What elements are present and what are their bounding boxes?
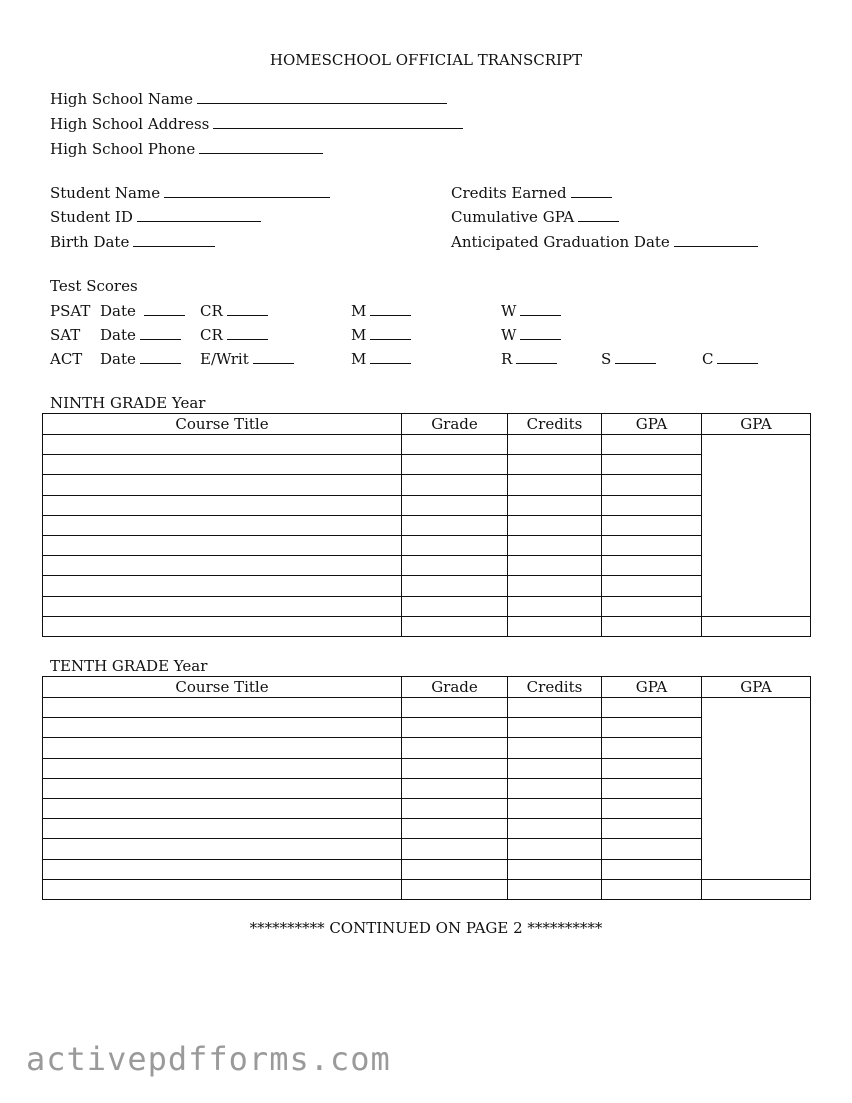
grade-cell[interactable] (402, 698, 508, 718)
student-name-label: Student Name (50, 184, 161, 202)
grade-cell[interactable] (402, 455, 508, 475)
col-credits: Credits (508, 677, 602, 698)
school-phone-line[interactable] (199, 152, 323, 154)
table-row (43, 616, 811, 636)
grade-cell[interactable] (402, 798, 508, 818)
table-row (43, 778, 811, 798)
table-row (43, 698, 811, 718)
col-course-title: Course Title (43, 677, 402, 698)
gpa-total-cell[interactable] (702, 798, 811, 818)
act-label: ACT (50, 350, 83, 368)
sat-date-label: Date (100, 326, 136, 344)
grade-cell[interactable] (402, 495, 508, 515)
col-gpa: GPA (602, 414, 702, 435)
course-title-cell[interactable] (43, 596, 402, 616)
act-date-label: Date (100, 350, 136, 368)
gpa-cell[interactable] (602, 535, 702, 555)
course-title-cell[interactable] (43, 576, 402, 596)
tenth-grade-label: TENTH GRADE Year (50, 657, 208, 675)
grade-cell[interactable] (402, 859, 508, 879)
gpa-cell[interactable] (602, 576, 702, 596)
act-date-field[interactable] (100, 350, 181, 368)
credits-cell[interactable] (508, 515, 602, 535)
grade-cell[interactable] (402, 879, 508, 899)
table-row (43, 859, 811, 879)
table-row (43, 596, 811, 616)
cumulative-gpa-field[interactable] (451, 208, 619, 226)
gpa-total-cell[interactable] (702, 435, 811, 455)
gpa-total-cell[interactable] (702, 556, 811, 576)
gpa-total-cell[interactable] (702, 576, 811, 596)
gpa-cell[interactable] (602, 495, 702, 515)
psat-m-label: M (351, 302, 367, 320)
sat-m-field[interactable] (351, 326, 411, 344)
course-title-cell[interactable] (43, 778, 402, 798)
course-title-cell[interactable] (43, 738, 402, 758)
student-name-line[interactable] (164, 196, 330, 198)
credits-cell[interactable] (508, 455, 602, 475)
credits-cell[interactable] (508, 475, 602, 495)
psat-w-line[interactable] (520, 314, 561, 316)
credits-cell[interactable] (508, 495, 602, 515)
birth-date-field[interactable] (50, 233, 215, 251)
gpa-total-cell[interactable] (702, 758, 811, 778)
gpa-cell[interactable] (602, 758, 702, 778)
gpa-cell[interactable] (602, 698, 702, 718)
act-m-line[interactable] (370, 362, 411, 364)
credits-cell[interactable] (508, 718, 602, 738)
grade-cell[interactable] (402, 778, 508, 798)
gpa-total-cell[interactable] (702, 515, 811, 535)
school-phone-label: High School Phone (50, 140, 196, 158)
act-c-label: C (702, 350, 714, 368)
continued-note: ********** CONTINUED ON PAGE 2 ********** (249, 919, 603, 937)
table-row (43, 475, 811, 495)
col-grade: Grade (402, 414, 508, 435)
psat-m-field[interactable] (351, 302, 411, 320)
table-header-row (43, 414, 811, 435)
gpa-cell[interactable] (602, 859, 702, 879)
col-gpa-total: GPA (702, 677, 811, 698)
grade-cell[interactable] (402, 556, 508, 576)
gpa-cell[interactable] (602, 515, 702, 535)
course-title-cell[interactable] (43, 515, 402, 535)
grade-cell[interactable] (402, 475, 508, 495)
grade-cell[interactable] (402, 435, 508, 455)
credits-cell[interactable] (508, 738, 602, 758)
school-address-field[interactable] (50, 115, 463, 133)
act-r-field[interactable] (501, 350, 557, 368)
sat-date-line[interactable] (140, 338, 181, 340)
sat-cr-line[interactable] (227, 338, 268, 340)
col-gpa-total: GPA (702, 414, 811, 435)
credits-cell[interactable] (508, 798, 602, 818)
course-title-cell[interactable] (43, 698, 402, 718)
gpa-cell[interactable] (602, 556, 702, 576)
psat-label: PSAT (50, 302, 91, 320)
course-title-cell[interactable] (43, 535, 402, 555)
school-name-line[interactable] (197, 102, 447, 104)
act-r-line[interactable] (516, 362, 557, 364)
gpa-cell[interactable] (602, 839, 702, 859)
credits-cell[interactable] (508, 435, 602, 455)
sat-w-field[interactable] (501, 326, 561, 344)
table-row (43, 879, 811, 899)
grade-cell[interactable] (402, 596, 508, 616)
gpa-cell[interactable] (602, 616, 702, 636)
credits-cell[interactable] (508, 576, 602, 596)
student-id-line[interactable] (137, 220, 261, 222)
act-ewrit-field[interactable] (200, 350, 294, 368)
col-course-title: Course Title (43, 414, 402, 435)
ninth-grade-label: NINTH GRADE Year (50, 394, 206, 412)
table-row (43, 535, 811, 555)
credits-cell[interactable] (508, 596, 602, 616)
cumulative-gpa-line[interactable] (578, 220, 619, 222)
course-title-cell[interactable] (43, 616, 402, 636)
table-row (43, 718, 811, 738)
gpa-cell[interactable] (602, 718, 702, 738)
table-header-row (43, 677, 811, 698)
sat-cr-label: CR (200, 326, 223, 344)
sat-label: SAT (50, 326, 81, 344)
gpa-total-cell[interactable] (702, 455, 811, 475)
cumulative-gpa-label: Cumulative GPA (451, 208, 575, 226)
credits-earned-line[interactable] (571, 196, 612, 198)
course-title-cell[interactable] (43, 556, 402, 576)
gpa-cell[interactable] (602, 819, 702, 839)
course-title-cell[interactable] (43, 495, 402, 515)
psat-cr-field[interactable] (200, 302, 268, 320)
psat-cr-line[interactable] (227, 314, 268, 316)
table-row (43, 515, 811, 535)
gpa-total-cell[interactable] (702, 718, 811, 738)
psat-cr-label: CR (200, 302, 223, 320)
credits-cell[interactable] (508, 698, 602, 718)
grade-cell[interactable] (402, 758, 508, 778)
course-title-cell[interactable] (43, 718, 402, 738)
gpa-cell[interactable] (602, 435, 702, 455)
gpa-total-cell[interactable] (702, 778, 811, 798)
sat-m-line[interactable] (370, 338, 411, 340)
gpa-total-cell[interactable] (702, 859, 811, 879)
psat-date-label: Date (100, 302, 136, 320)
sat-w-line[interactable] (520, 338, 561, 340)
course-title-cell[interactable] (43, 839, 402, 859)
sat-date-field[interactable] (100, 326, 181, 344)
graduation-date-label: Anticipated Graduation Date (451, 233, 670, 251)
act-r-label: R (501, 350, 513, 368)
table-row (43, 455, 811, 475)
grade-cell[interactable] (402, 576, 508, 596)
ninth-grade-table (42, 413, 811, 637)
sat-m-label: M (351, 326, 367, 344)
gpa-total-cell[interactable] (702, 738, 811, 758)
act-m-label: M (351, 350, 367, 368)
credits-cell[interactable] (508, 839, 602, 859)
school-name-label: High School Name (50, 90, 194, 108)
gpa-cell[interactable] (602, 879, 702, 899)
gpa-total-cell[interactable] (702, 596, 811, 616)
table-row (43, 576, 811, 596)
credits-cell[interactable] (508, 535, 602, 555)
gpa-cell[interactable] (602, 455, 702, 475)
sat-w-label: W (501, 326, 517, 344)
table-row (43, 798, 811, 818)
gpa-cell[interactable] (602, 738, 702, 758)
credits-cell[interactable] (508, 616, 602, 636)
act-m-field[interactable] (351, 350, 411, 368)
school-phone-field[interactable] (50, 140, 323, 158)
graduation-date-field[interactable] (451, 233, 758, 251)
col-gpa: GPA (602, 677, 702, 698)
graduation-date-line[interactable] (674, 245, 758, 247)
act-c-line[interactable] (717, 362, 758, 364)
gpa-cell[interactable] (602, 596, 702, 616)
table-row (43, 819, 811, 839)
credits-cell[interactable] (508, 758, 602, 778)
table-row (43, 556, 811, 576)
credits-cell[interactable] (508, 859, 602, 879)
act-s-label: S (601, 350, 612, 368)
course-title-cell[interactable] (43, 758, 402, 778)
course-title-cell[interactable] (43, 475, 402, 495)
grade-cell[interactable] (402, 515, 508, 535)
grade-cell[interactable] (402, 616, 508, 636)
act-ewrit-label: E/Writ (200, 350, 249, 368)
table-row (43, 738, 811, 758)
school-address-label: High School Address (50, 115, 210, 133)
psat-m-line[interactable] (370, 314, 411, 316)
course-title-cell[interactable] (43, 798, 402, 818)
credits-earned-field[interactable] (451, 184, 612, 202)
birth-date-line[interactable] (133, 245, 215, 247)
school-address-line[interactable] (213, 127, 463, 129)
gpa-total-cell[interactable] (702, 819, 811, 839)
psat-date-field[interactable] (100, 302, 185, 320)
grade-cell[interactable] (402, 535, 508, 555)
gpa-cell[interactable] (602, 798, 702, 818)
col-credits: Credits (508, 414, 602, 435)
credits-cell[interactable] (508, 879, 602, 899)
gpa-total-cell[interactable] (702, 698, 811, 718)
table-row (43, 839, 811, 859)
course-title-cell[interactable] (43, 819, 402, 839)
psat-w-label: W (501, 302, 517, 320)
page-title: HOMESCHOOL OFFICIAL TRANSCRIPT (269, 51, 583, 69)
gpa-total-cell[interactable] (702, 616, 811, 636)
act-c-field[interactable] (702, 350, 758, 368)
student-id-label: Student ID (50, 208, 133, 226)
credits-cell[interactable] (508, 778, 602, 798)
gpa-total-cell[interactable] (702, 839, 811, 859)
gpa-cell[interactable] (602, 778, 702, 798)
course-title-cell[interactable] (43, 859, 402, 879)
grade-cell[interactable] (402, 839, 508, 859)
gpa-total-cell[interactable] (702, 475, 811, 495)
student-name-field[interactable] (50, 184, 330, 202)
table-row (43, 435, 811, 455)
student-id-field[interactable] (50, 208, 261, 226)
table-row (43, 495, 811, 515)
course-title-cell[interactable] (43, 455, 402, 475)
course-title-cell[interactable] (43, 435, 402, 455)
watermark: activepdfforms.com (26, 1040, 391, 1078)
act-ewrit-line[interactable] (253, 362, 294, 364)
credits-cell[interactable] (508, 556, 602, 576)
school-name-field[interactable] (50, 90, 447, 108)
sat-cr-field[interactable] (200, 326, 268, 344)
act-s-line[interactable] (615, 362, 656, 364)
grade-cell[interactable] (402, 718, 508, 738)
psat-date-line[interactable] (144, 314, 185, 316)
act-date-line[interactable] (140, 362, 181, 364)
grade-cell[interactable] (402, 738, 508, 758)
col-grade: Grade (402, 677, 508, 698)
table-row (43, 758, 811, 778)
course-title-cell[interactable] (43, 879, 402, 899)
credits-earned-label: Credits Earned (451, 184, 567, 202)
act-s-field[interactable] (601, 350, 656, 368)
grade-cell[interactable] (402, 819, 508, 839)
credits-cell[interactable] (508, 819, 602, 839)
tenth-grade-table (42, 676, 811, 900)
test-scores-heading: Test Scores (50, 277, 138, 295)
psat-w-field[interactable] (501, 302, 561, 320)
birth-date-label: Birth Date (50, 233, 130, 251)
gpa-cell[interactable] (602, 475, 702, 495)
gpa-total-cell[interactable] (702, 495, 811, 515)
gpa-total-cell[interactable] (702, 535, 811, 555)
gpa-total-cell[interactable] (702, 879, 811, 899)
